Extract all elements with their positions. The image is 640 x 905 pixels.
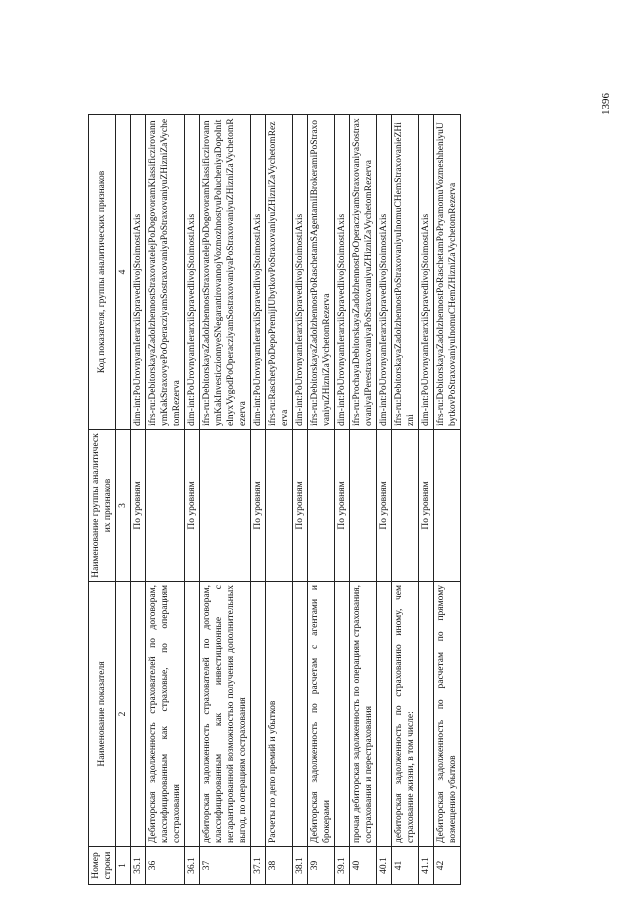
indicator-code-cell: dim-int:PoUrovnyamIerarxiiSpravedlivojStoimostiAxis [377,115,392,430]
header-num-1: 1 [116,847,131,885]
group-name-cell: По уровням [185,430,200,582]
group-name-cell [350,430,377,582]
table-row [350,115,377,885]
indicator-name-cell: прочая дебиторская задолженность по операциям страхования, сострахования и перестрахования [350,582,377,847]
indicator-code-cell: ifrs-ru:DebitorskayaZadolzhennostPoRaschetamPoPryamomuVozmeshheniyuUbytkovPoStraxovaniyuInomuCHemZHizniZaVychetomRezerva [434,115,461,430]
indicator-name-cell: дебиторская задолженность по страхованию иному, чем страхование жизни, в том числе: [392,582,419,847]
indicator-code-cell: ifrs-ru:DebitorskayaZadolzhennostPoStraxovaniyuInomuCHemStraxovanieZHizni [392,115,419,430]
indicator-code-cell: dim-int:PoUrovnyamIerarxiiSpravedlivojStoimostiAxis [419,115,434,430]
row-number-cell: 35.1 [131,847,146,885]
page-number: 1396 [600,93,612,115]
row-number-cell: 38.1 [293,847,308,885]
table-row [392,115,419,885]
group-name-cell [434,430,461,582]
header-group-name: Наименование группы аналитических признаков [89,430,116,582]
indicator-name-cell: Дебиторская задолженность по расчетам по прямому возмещению убытков [434,582,461,847]
indicator-table [88,114,461,885]
group-name-cell: По уровням [131,430,146,582]
row-number-cell: 40 [350,847,377,885]
table-row [266,115,293,885]
indicator-name-cell [335,582,350,847]
indicator-name-cell [185,582,200,847]
indicator-code-cell: ifrs-ru:RaschetyPoDepoPremijIUbytkovPoStraxovaniyuZHizniZaVychetomRezerva [266,115,293,430]
indicator-code-cell: ifrs-ru:ProchayaDebitorskayaZadolzhennostPoOperacziyamStraxovaniyaSostraxovaniyaIPerestraxovaniyaPoStraxovaniyuZHizniZaVychetomRezerva [350,115,377,430]
row-number-cell: 41.1 [419,847,434,885]
indicator-name-cell: Расчеты по депо премий и убытков [266,582,293,847]
group-name-cell [392,430,419,582]
row-number-cell: 38 [266,847,293,885]
header-num-3: 3 [116,430,131,582]
group-name-cell: По уровням [335,430,350,582]
row-number-cell: 37 [200,847,251,885]
row-number-cell: 37.1 [251,847,266,885]
table-row [308,115,335,885]
header-row [89,115,116,885]
group-name-cell: По уровням [419,430,434,582]
group-name-cell: По уровням [251,430,266,582]
header-code: Код показателя, группы аналитических признаков [89,115,116,430]
table-row [293,115,308,885]
group-name-cell [200,430,251,582]
group-name-cell [308,430,335,582]
table-row [419,115,434,885]
indicator-code-cell: dim-int:PoUrovnyamIerarxiiSpravedlivojStoimostiAxis [185,115,200,430]
indicator-name-cell [419,582,434,847]
table-row [434,115,461,885]
row-number-cell: 41 [392,847,419,885]
indicator-name-cell: дебиторская задолженность страхователей по договорам, классифицированным как инвестиционные с негарантированной возможностью получения дополнительных выгод, по операциям сострахования [200,582,251,847]
indicator-code-cell: ifrs-ru:DebitorskayaZadolzhennostStraxovatelejPoDogovoramKlassificzirovannymKakInvesticzionnyeSNegarantirovannojVozmozhnostyuPolucheniyaDopolnitelnyxVygodPoOperacziyamSostraxovaniyaPoStraxovaniyuZHizniZaVychetomRezerva [200,115,251,430]
indicator-name-cell: Дебиторская задолженность страхователей по договорам, классифицированным как страховые, по операциям сострахования [146,582,185,847]
indicator-code-cell: ifrs-ru:DebitorskayaZadolzhennostStraxovatelejPoDogovoramKlassificzirovannymKakStraxovyePoOperacziyamSostraxovaniyaPoStraxovaniyuZHizniZaVychetomRezerva [146,115,185,430]
header-num-2: 2 [116,582,131,847]
row-number-cell: 36 [146,847,185,885]
row-number-cell: 42 [434,847,461,885]
header-numbers-row [116,115,131,885]
table-row [377,115,392,885]
table-row [146,115,185,885]
row-number-cell: 39 [308,847,335,885]
table-row [251,115,266,885]
indicator-name-cell [251,582,266,847]
group-name-cell: По уровням [377,430,392,582]
indicator-name-cell [293,582,308,847]
indicator-code-cell: dim-int:PoUrovnyamIerarxiiSpravedlivojStoimostiAxis [335,115,350,430]
row-number-cell: 36.1 [185,847,200,885]
table-body [131,115,461,885]
header-num-4: 4 [116,115,131,430]
group-name-cell [266,430,293,582]
indicator-code-cell: ifrs-ru:DebitorskayaZadolzhennostPoRaschetamSAgentamiIBrokeramiPoStraxovaniyuZHizniZaVychetomRezerva [308,115,335,430]
table-row [200,115,251,885]
row-number-cell: 39.1 [335,847,350,885]
table-row [185,115,200,885]
header-indicator-name: Наименование показателя [89,582,116,847]
header-row-number: Номер строки [89,847,116,885]
row-number-cell: 40.1 [377,847,392,885]
indicator-code-cell: dim-int:PoUrovnyamIerarxiiSpravedlivojStoimostiAxis [251,115,266,430]
table-row [335,115,350,885]
indicator-name-cell [377,582,392,847]
indicator-name-cell [131,582,146,847]
group-name-cell [146,430,185,582]
indicator-code-cell: dim-int:PoUrovnyamIerarxiiSpravedlivojStoimostiAxis [131,115,146,430]
indicator-name-cell: Дебиторская задолженность по расчетам с агентами и брокерами [308,582,335,847]
table-row [131,115,146,885]
indicator-code-cell: dim-int:PoUrovnyamIerarxiiSpravedlivojStoimostiAxis [293,115,308,430]
group-name-cell: По уровням [293,430,308,582]
